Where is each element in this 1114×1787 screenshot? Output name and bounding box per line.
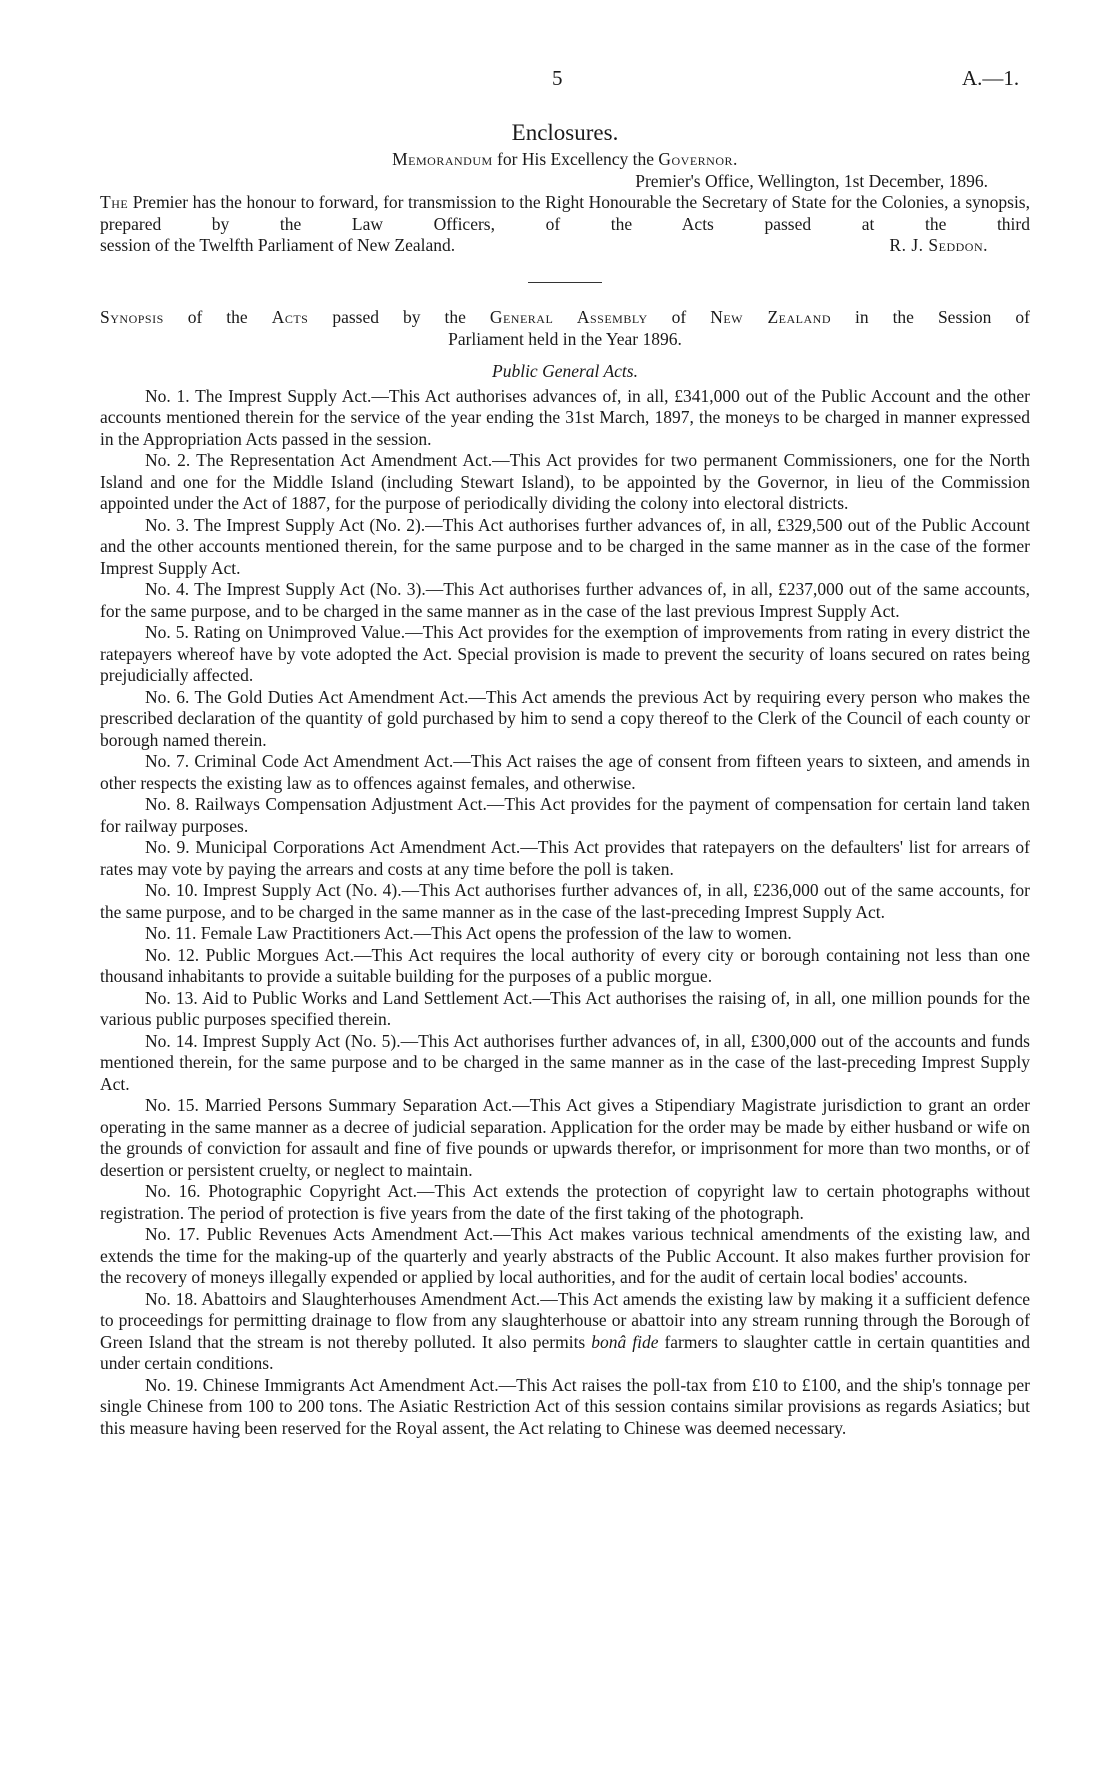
act-entry: No. 15. Married Persons Summary Separation Act.—This Act gives a Stipendiary Magistrate jurisdiction to grant an order operating in the same manner as a decree of judicial separation. Application for the order may be made by either husband or wife on the grounds of conviction for assault and fine of five pounds or upwards therefor, or imprisonment for more than two months, or of desertion or persistent cruelty, or neglect to maintain. <box>100 1095 1030 1180</box>
act-18-text-after: farmers to slaughter cattle in certain quantities and under certain conditions. <box>100 1331 1030 1373</box>
act-entry: No. 11. Female Law Practitioners Act.—This Act opens the profession of the law to women. <box>145 923 792 943</box>
governor-word: Governor. <box>658 149 738 169</box>
act-18-text-before: No. 18. Abattoirs and Slaughterhouses Amendment Act.—This Act amends the existing law by making it a sufficient defence to proceedings for permitting drainage to flow from any slaughterhouse or abattoir into any stream running through the Borough of Green Island that the stream is not thereby polluted. It also permits <box>100 1288 1030 1352</box>
enclosures-title: Enclosures. <box>511 120 619 145</box>
memorandum-heading <box>100 148 1030 170</box>
synopsis-text-f: of <box>647 306 711 327</box>
general-assembly-word: General Assembly <box>489 306 648 327</box>
memorandum-mid: for His Excellency the <box>492 149 659 169</box>
synopsis-text-d: passed by the <box>308 306 490 327</box>
page-body <box>100 118 1030 1439</box>
act-entry: No. 12. Public Morgues Act.—This Act requires the local authority of every city or borough containing not less than one thousand inhabitants to provide a suitable building for the purposes of a public morgue. <box>100 944 1030 986</box>
acts-word: Acts <box>271 306 309 327</box>
act-entry <box>100 1289 1030 1375</box>
section-divider <box>528 282 602 283</box>
act-entry: No. 13. Aid to Public Works and Land Settlement Act.—This Act authorises the raising of, in all, one million pounds for the various public purposes specified therein. <box>100 987 1030 1029</box>
act-entry: No. 5. Rating on Unimproved Value.—This Act provides for the exemption of improvements from rating in every district the ratepayers whereof have by vote adopted the Act. Special provision is made to prevent the security of loans secured on rates being prejudicially affected. <box>100 622 1030 685</box>
memorandum-date-line: Premier's Office, Wellington, 1st December, 1896. <box>635 171 988 191</box>
synopsis-heading-line2: Parliament held in the Year 1896. <box>448 328 682 349</box>
memorandum-lead-word: The <box>100 192 129 212</box>
page-number: 5 <box>552 66 563 90</box>
document-reference: A.—1. <box>962 66 1020 90</box>
act-entry: No. 9. Municipal Corporations Act Amendment Act.—This Act provides that ratepayers on the defaulters' list for arrears of rates may vote by paying the arrears and costs at any time before the poll is taken. <box>100 837 1030 879</box>
act-entry: No. 8. Railways Compensation Adjustment Act.—This Act provides for the payment of compensation for certain land taken for railway purposes. <box>100 794 1030 836</box>
act-entry: No. 2. The Representation Act Amendment Act.—This Act provides for two permanent Commissioners, one for the North Island and one for the Middle Island (including Stewart Island), to be appointed by the Governor, in lieu of the Commission appointed under the Act of 1887, for the purpose of periodically dividing the colony into electoral districts. <box>100 450 1030 513</box>
memorandum-word: Memorandum <box>392 149 493 169</box>
act-entry: No. 17. Public Revenues Acts Amendment Act.—This Act makes various technical amendments of the existing law, and extends the time for the making-up of the quarterly and yearly abstracts of the Public Account. It also makes further provision for the recovery of moneys illegally expended or applied by local authorities, and for the audit of certain local bodies' accounts. <box>100 1224 1030 1287</box>
new-zealand-word: New Zealand <box>710 306 831 327</box>
synopsis-text-b: of the <box>163 306 272 327</box>
synopsis-heading <box>100 306 1030 350</box>
act-entry: No. 19. Chinese Immigrants Act Amendment Act.—This Act raises the poll-tax from £10 to £100, and the ship's tonnage per single Chinese from 100 to 200 tons. The Asiatic Restriction Act of this session contains similar provisions as regards Asiatics; but this measure having been reserved for the Royal assent, the Act relating to Chinese was deemed necessary. <box>100 1374 1030 1438</box>
synopsis-word: Synopsis <box>100 306 164 327</box>
memorandum-body-last: session of the Twelfth Parliament of New Zealand. <box>100 235 456 255</box>
act-entry: No. 6. The Gold Duties Act Amendment Act.—This Act amends the previous Act by requiring every person who makes the prescribed declaration of the quantity of gold purchased by him to send a copy thereof to the Clerk of the Council of each county or borough named therein. <box>100 686 1030 750</box>
memorandum-closing-line <box>100 235 1030 257</box>
act-entry: No. 10. Imprest Supply Act (No. 4).—This Act authorises further advances of, in all, £236,000 out of the same accounts, for the same purpose, and to be charged in the same manner as in the case of the last-preceding Imprest Supply Act. <box>100 880 1030 922</box>
signature: R. J. Seddon. <box>889 235 988 255</box>
act-entry: No. 16. Photographic Copyright Act.—This Act extends the protection of copyright law to certain photographs without registration. The period of protection is five years from the date of the first taking of the photograph. <box>100 1181 1030 1223</box>
memorandum-body-text: Premier has the honour to forward, for transmission to the Right Honourable the Secretary of State for the Colonies, a synopsis, prepared by the Law Officers, of the Acts passed at the third <box>100 192 1030 234</box>
act-entry: No. 4. The Imprest Supply Act (No. 3).—This Act authorises further advances of, in all, £237,000 out of the same accounts, for the same purpose, and to be charged in the same manner as in the case of the last previous Imprest Supply Act. <box>100 579 1030 621</box>
memorandum-body <box>100 192 1030 235</box>
acts-list <box>100 386 1030 1440</box>
act-entry: No. 1. The Imprest Supply Act.—This Act authorises advances of, in all, £341,000 out of the Public Account and the other accounts mentioned therein for the service of the year ending the 31st March, 1897, the moneys to be charged in manner expressed in the Appropriation Acts passed in the session. <box>100 385 1030 449</box>
act-entry: No. 7. Criminal Code Act Amendment Act.—This Act raises the age of consent from fifteen years to sixteen, and amends in other respects the existing law as to offences against females, and otherwise. <box>100 751 1030 793</box>
act-18-italic: bonâ fide <box>591 1331 659 1352</box>
act-entry: No. 14. Imprest Supply Act (No. 5).—This Act authorises further advances of, in all, £300,000 out of the accounts and funds mentioned therein, for the same purpose and to be charged in the same manner as in the case of the last-preceding Imprest Supply Act. <box>100 1030 1030 1094</box>
synopsis-heading-line1 <box>100 306 1030 328</box>
synopsis-text-h: in the Session of <box>830 306 1030 327</box>
act-entry: No. 3. The Imprest Supply Act (No. 2).—This Act authorises further advances of, in all, £329,500 out of the Public Account and the other accounts mentioned therein, for the same purpose and to be charged in the same manner as in the case of the former Imprest Supply Act. <box>100 514 1030 578</box>
public-general-acts-heading: Public General Acts. <box>492 360 638 381</box>
